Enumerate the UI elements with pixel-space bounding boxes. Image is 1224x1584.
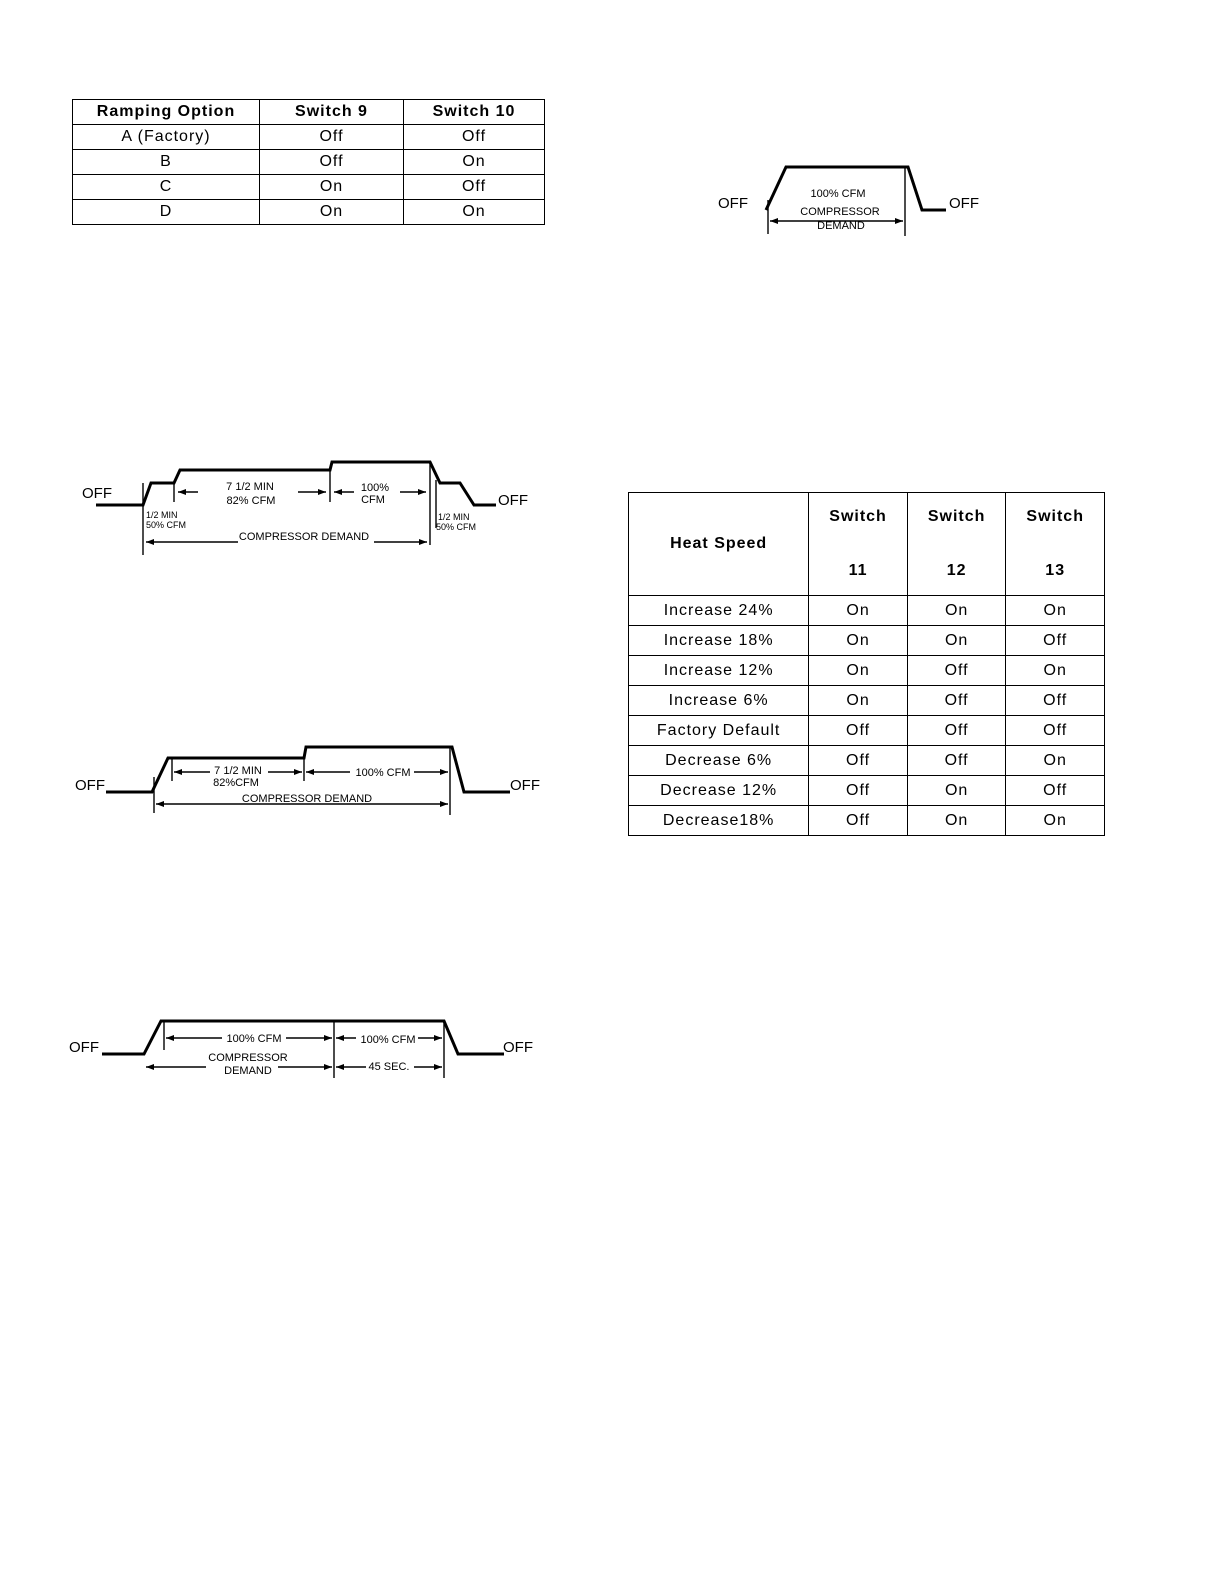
off-right-label: OFF — [498, 492, 528, 509]
switch-label: Switch — [829, 508, 887, 525]
switch-number: 11 — [848, 562, 868, 579]
switch-11-cell: On — [809, 626, 908, 656]
ramp-profile-diagram-a — [78, 450, 548, 565]
switch-10-cell: On — [404, 200, 545, 225]
cfm-label: 100% CFM — [810, 188, 866, 200]
header-switch-9: Switch 9 — [260, 100, 404, 125]
seg1-label-line1: 7 1/2 MIN — [214, 765, 262, 777]
switch-label: Switch — [1026, 508, 1084, 525]
seg2-label-line2: 82% CFM — [226, 495, 276, 507]
header-switch-11 — [809, 493, 908, 596]
heat-speed-cell: Decrease 6% — [629, 746, 809, 776]
seg3-label-line2: CFM — [361, 494, 385, 506]
off-right-label: OFF — [510, 777, 540, 794]
seg4-label-line2: 50% CFM — [436, 522, 477, 532]
header-switch-12 — [907, 493, 1006, 596]
switch-12-cell: Off — [907, 656, 1006, 686]
switch-11-cell: On — [809, 686, 908, 716]
switch-12-cell: On — [907, 806, 1006, 836]
switch-12-cell: On — [907, 596, 1006, 626]
demand-label: COMPRESSOR DEMAND — [238, 531, 370, 543]
heat-speed-cell: Factory Default — [629, 716, 809, 746]
switch-10-cell: Off — [404, 125, 545, 150]
header-switch-13 — [1006, 493, 1105, 596]
table-row — [629, 626, 1105, 656]
switch-12-cell: On — [907, 626, 1006, 656]
ramp-option-cell: A (Factory) — [73, 125, 260, 150]
heat-speed-cell: Increase 24% — [629, 596, 809, 626]
ramp-option-cell: B — [73, 150, 260, 175]
table-row — [629, 686, 1105, 716]
switch-12-cell: On — [907, 776, 1006, 806]
switch-13-cell: Off — [1006, 776, 1105, 806]
switch-13-cell: Off — [1006, 626, 1105, 656]
heat-speed-cell: Decrease18% — [629, 806, 809, 836]
switch-12-cell: Off — [907, 686, 1006, 716]
table-row — [73, 125, 545, 150]
seg1-label-line2: 50% CFM — [146, 520, 187, 530]
switch-12-cell: Off — [907, 716, 1006, 746]
switch-11-cell: Off — [809, 776, 908, 806]
heat-speed-table — [628, 492, 1105, 836]
table-row — [73, 175, 545, 200]
off-left-label: OFF — [82, 485, 112, 502]
switch-9-cell: Off — [260, 125, 404, 150]
demand-label-line1: COMPRESSOR — [208, 1052, 288, 1064]
switch-13-cell: On — [1006, 656, 1105, 686]
switch-9-cell: On — [260, 200, 404, 225]
seg2-label: 100% CFM — [355, 767, 411, 779]
switch-10-cell: Off — [404, 175, 545, 200]
heat-speed-cell: Increase 6% — [629, 686, 809, 716]
table-row — [73, 200, 545, 225]
table-row — [629, 716, 1105, 746]
switch-number: 12 — [946, 562, 967, 579]
switch-11-cell: On — [809, 656, 908, 686]
seg2-label-line1: 7 1/2 MIN — [226, 481, 274, 493]
switch-9-cell: Off — [260, 150, 404, 175]
demand-label-line1: COMPRESSOR — [800, 206, 880, 218]
table-row — [629, 596, 1105, 626]
off-left-label: OFF — [69, 1039, 99, 1056]
switch-12-cell: Off — [907, 746, 1006, 776]
off-left-label: OFF — [718, 195, 748, 212]
off-right-label: OFF — [503, 1039, 533, 1056]
header-switch-10: Switch 10 — [404, 100, 545, 125]
switch-11-cell: On — [809, 596, 908, 626]
seg1-label-line1: 1/2 MIN — [146, 510, 178, 520]
switch-10-cell: On — [404, 150, 545, 175]
seg1-label-line2: 82%CFM — [213, 777, 259, 789]
seg4-label-line1: 1/2 MIN — [438, 512, 470, 522]
switch-11-cell: Off — [809, 806, 908, 836]
heat-speed-cell: Decrease 12% — [629, 776, 809, 806]
switch-13-cell: On — [1006, 596, 1105, 626]
delay-label: 45 SEC. — [368, 1061, 410, 1073]
switch-11-cell: Off — [809, 746, 908, 776]
switch-13-cell: Off — [1006, 716, 1105, 746]
switch-13-cell: Off — [1006, 686, 1105, 716]
demand-label-line2: DEMAND — [817, 220, 865, 232]
switch-13-cell: On — [1006, 746, 1105, 776]
ramping-option-table — [72, 99, 545, 225]
ramp-profile-diagram-b — [70, 735, 550, 825]
table-row — [629, 746, 1105, 776]
demand-label-line2: DEMAND — [224, 1065, 272, 1077]
seg3-label-line1: 100% — [360, 482, 390, 494]
heat-speed-cell: Increase 12% — [629, 656, 809, 686]
header-heat-speed: Heat Speed — [629, 493, 809, 596]
seg1-label: 100% CFM — [226, 1033, 282, 1045]
off-left-label: OFF — [75, 777, 105, 794]
ramp-option-cell: D — [73, 200, 260, 225]
switch-9-cell: On — [260, 175, 404, 200]
heat-speed-cell: Increase 18% — [629, 626, 809, 656]
seg2-label: 100% CFM — [360, 1034, 416, 1046]
switch-number: 13 — [1045, 562, 1066, 579]
off-right-label: OFF — [949, 195, 979, 212]
ramp-option-cell: C — [73, 175, 260, 200]
table-row — [73, 150, 545, 175]
switch-11-cell: Off — [809, 716, 908, 746]
switch-label: Switch — [927, 508, 986, 525]
ramp-profile-diagram-c — [66, 1010, 546, 1090]
table-row — [629, 656, 1105, 686]
table-row — [629, 776, 1105, 806]
ramp-profile-diagram-d — [700, 150, 1000, 250]
table-header-row — [73, 100, 545, 125]
header-ramping-option: Ramping Option — [73, 100, 260, 125]
table-row — [629, 806, 1105, 836]
demand-label: COMPRESSOR DEMAND — [241, 793, 373, 805]
switch-13-cell: On — [1006, 806, 1105, 836]
table-header-row — [629, 493, 1105, 596]
